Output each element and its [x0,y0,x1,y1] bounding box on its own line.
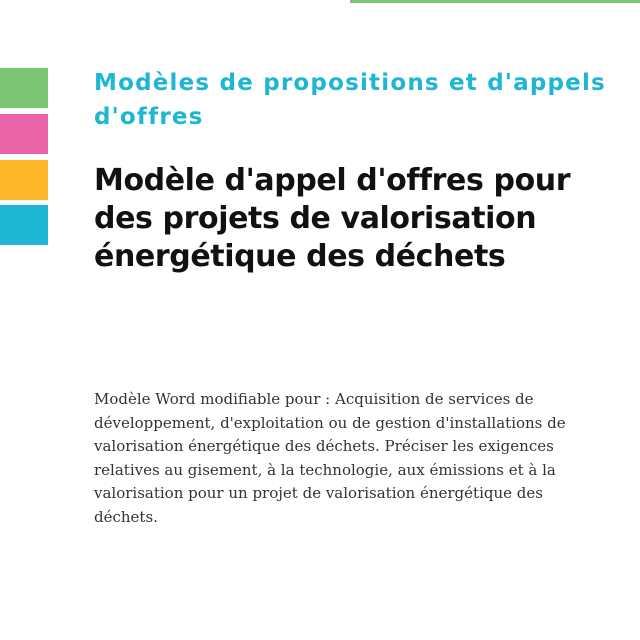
template-description: Modèle Word modifiable pour : Acquisition de services de développement, d'exploitation ou de gestion d'installations de valorisation énergétique des déchets. Préciser les exigences relatives au gisement, à la technologie, aux émissions et à la valorisation pour un projet de valorisation énergétique des déchets. [94,390,566,526]
category-heading: Modèles de propositions et d'appels d'offres [94,70,606,130]
top-accent-line [350,0,640,3]
accent-stripe-green [0,68,48,108]
accent-stripe-cyan [0,205,48,245]
accent-stripe-pink [0,114,48,154]
accent-stripe-amber [0,160,48,200]
page-title: Modèle d'appel d'offres pour des projets de valorisation énergétique des déchets [94,163,571,274]
